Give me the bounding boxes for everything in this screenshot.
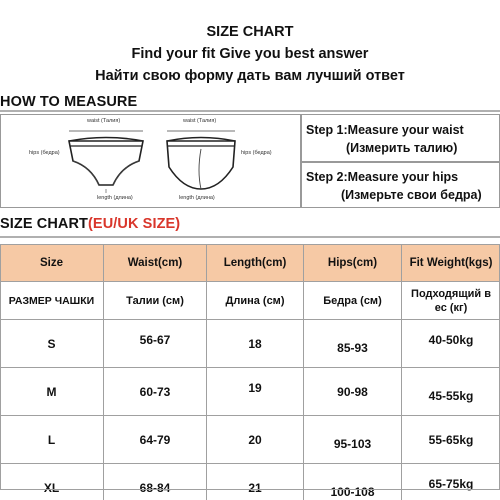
table-header-row-russian	[0, 282, 500, 320]
weight-cell: 55-65kg	[428, 432, 474, 447]
column-header-ru: РАЗМЕР ЧАШКИ	[0, 282, 104, 320]
step1-instruction: Step 1:Measure your waist	[306, 123, 464, 137]
column-header-ru: Подходящий в ес (кг)	[402, 282, 500, 320]
hips-cell: 90-98	[337, 384, 368, 399]
length-cell: 21	[248, 481, 262, 495]
size-chart-title-region: (EU/UK SIZE)	[88, 216, 181, 232]
size-cell: M	[46, 384, 57, 399]
column-header: Waist(cm)	[104, 244, 207, 282]
weight-cell: 45-55kg	[428, 388, 474, 403]
panel-divider-horizontal	[300, 161, 500, 163]
weight-cell: 65-75kg	[428, 477, 474, 491]
column-header-ru: Длина (см)	[207, 282, 304, 320]
waist-cell: 60-73	[139, 384, 171, 399]
length-cell: 20	[248, 432, 262, 447]
column-header: Fit Weight(kgs)	[402, 244, 500, 282]
table-row	[0, 464, 500, 500]
hips-cell: 100-108	[330, 485, 375, 499]
table-row	[0, 320, 500, 368]
size-table	[0, 244, 500, 500]
section-rule	[0, 110, 500, 112]
size-chart-title-main: SIZE CHART	[0, 216, 88, 232]
weight-cell: 40-50kg	[428, 332, 474, 347]
how-to-measure-title: HOW TO MEASURE	[0, 94, 138, 110]
waist-cell: 64-79	[139, 432, 171, 447]
size-chart-title	[0, 216, 180, 232]
step2-instruction: Step 2:Measure your hips	[306, 170, 459, 184]
size-chart-header	[0, 0, 500, 92]
briefs-back-diagram	[161, 127, 241, 195]
subtitle-english: Find your fit Give you best answer	[131, 46, 369, 62]
table-header-row	[0, 244, 500, 282]
back-waist-label: waist (Талия)	[183, 118, 217, 124]
length-cell: 19	[248, 380, 262, 395]
front-length-label: length (длина)	[97, 195, 133, 201]
column-header: Hips(cm)	[304, 244, 402, 282]
back-length-label: length (длина)	[179, 195, 215, 201]
waist-cell: 56-67	[139, 332, 171, 347]
length-cell: 18	[248, 336, 262, 351]
column-header: Length(cm)	[207, 244, 304, 282]
size-cell: L	[47, 432, 56, 447]
table-row	[0, 368, 500, 416]
front-hips-label: hips (бедра)	[29, 150, 60, 156]
measure-panel	[0, 114, 500, 208]
section-rule	[0, 236, 500, 238]
column-header-ru: Талии (см)	[104, 282, 207, 320]
size-cell: XL	[43, 481, 60, 495]
back-hips-label: hips (бедра)	[241, 150, 272, 156]
hips-cell: 85-93	[337, 340, 368, 355]
page-title: SIZE CHART	[206, 24, 294, 40]
step2-instruction-ru: (Измерьте свои бедра)	[341, 188, 482, 202]
column-header-ru: Бедра (см)	[304, 282, 402, 320]
waist-cell: 68-84	[139, 481, 171, 495]
hips-cell: 95-103	[333, 436, 372, 451]
column-header: Size	[0, 244, 104, 282]
table-row	[0, 416, 500, 464]
size-cell: S	[47, 336, 56, 351]
subtitle-russian: Найти свою форму дать вам лучший ответ	[95, 68, 405, 84]
step1-instruction-ru: (Измерить талию)	[346, 141, 458, 155]
front-waist-label: waist (Талия)	[87, 118, 121, 124]
briefs-front-diagram	[61, 127, 151, 195]
